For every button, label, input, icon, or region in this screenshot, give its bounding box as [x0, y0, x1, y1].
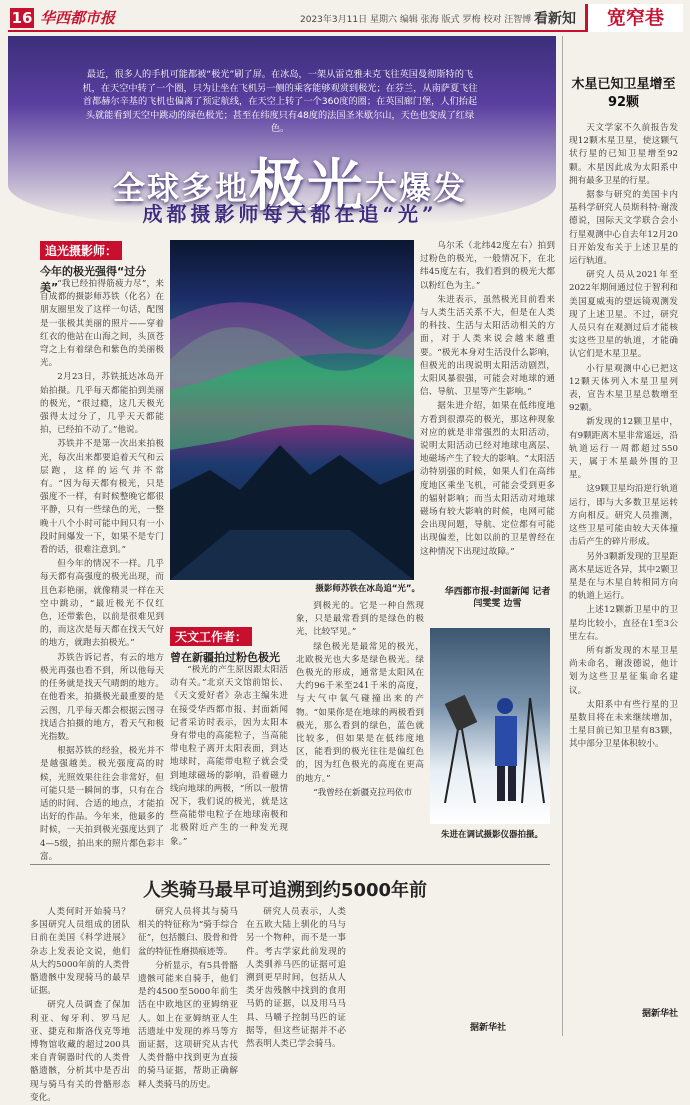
- section1-tag: 追光摄影师：: [40, 241, 122, 260]
- paragraph: 根据苏铁的经验，极光并不是越强越美。极光强度高的时候，光照效果往往会非常好，但可能只是一瞬间的事，只有在合适的时间、合适的地点，才能拍出好的作品。今年来，他最多的时候，一天拍到极光强度达到了4—5级，拍出来的照片都色彩丰富。: [40, 746, 164, 862]
- paragraph: 所有新发现的木星卫星尚未命名，谢泼德说，他计划为这些卫星征集命名建议。: [569, 645, 678, 696]
- paragraph: 上述12颗新卫星中的卫星均比较小，直径在1至3公里左右。: [569, 605, 678, 642]
- column-title: 宽窄巷: [585, 4, 683, 32]
- section1-body: [40, 278, 164, 862]
- sidebar-title: 木星已知卫星增至92颗: [571, 77, 676, 110]
- photographer-illustration: [430, 628, 550, 824]
- paragraph: 据参与研究的美国卡内基科学研究人员斯科特·谢泼德说，国际天文学联合会小行星观测中心自去年12月20日开始发布关于上述卫星的运行轨道。: [569, 190, 678, 267]
- paragraph: 朱进表示，虽然极光目前看来与人类生活关系不大，但是在人类的科技、生活与太阳活动相关的方面，对于人类来说会越来越重要。“极光本身对生活没什么影响，但极光的出现说明太阳活动剧烈，太阳风暴很强，可能会对地球的通信、导航、卫星等产生影响。”: [420, 294, 555, 398]
- paragraph: “我已经拍得筋疲力尽”，来自成都的摄影师苏铁（化名）在朋友圈里发了这样一句话，配图是一张极其美丽的照片——穿着红衣的他站在山海之间，头顶苍穹之上有着绿色和紫色的美丽极光。: [40, 279, 164, 369]
- bottom-col-3: [246, 906, 346, 1050]
- divider: [30, 864, 550, 865]
- designer: 版式 罗梅: [441, 15, 481, 25]
- paragraph: “我曾经在新疆克拉玛依市: [313, 787, 413, 798]
- paragraph: 据朱进介绍，如果在低纬度地方看到很漂亮的极光，那这种现象对应的就是非常强烈的太阳活动，说明太阳活动已经对地球电离层、地磁场产生了较大的影响。“太阳活动特别强的时候，如果人们在高纬度地区乘坐飞机，可能会受到更多的辐射影响；而当太阳活动对地球磁场有较大影响的时候，电网可能会出现问题，导航、定位都有可能出现偏差，比如以前的卫星曾经在这种情况下出现过故障。”: [420, 401, 555, 557]
- paragraph: 研究人员将其与骑马相关的特征称为“骑手综合征”，包括髋臼、股骨和骨盆的特征性磨损痕迹等。: [138, 907, 238, 957]
- paragraph: 苏铁告诉记者，有云的地方极光再强也看不到，所以他每天的任务就是找天气晴朗的地方。在他看来，拍摄极光最重要的是云图，几乎每天都会根据云图寻找适合拍摄的地方，看天气和极光指数。: [40, 652, 164, 742]
- paragraph: 但今年的情况不一样。几乎每天都有高强度的极光出现，而且色彩艳丽，就像精灵一样在天空中跳动，“最近极光不仅红色，还带紫色，以前是很难见到的，而这次是每天都在找天气好的地方，就跑去拍极光。”: [40, 559, 164, 649]
- section-label: 看新知: [534, 11, 576, 27]
- middle-column: [420, 240, 555, 580]
- paragraph: 2月23日，苏铁抵达冰岛开始拍摄。几乎每天都能拍到美丽的极光，“很过瘾，这几天极光强得太过分了，几乎天天都能拍，已经拍不动了。”他说。: [40, 372, 164, 436]
- headline-post: 大爆发: [365, 169, 468, 207]
- section2-body: [170, 664, 288, 847]
- bottom-col-2: [138, 906, 238, 1090]
- photo1-caption: 摄影师苏铁在冰岛追“光”。: [315, 584, 420, 594]
- paragraph: 天文学家不久前报告发现12颗木星卫星，使这颗气状行星的已知卫星增至92颗。木星因此成为太阳系中拥有最多卫星的行星。: [569, 123, 678, 186]
- credit1: 华西都市报-封面新闻 记者 闫雯雯 边雪: [444, 587, 551, 609]
- proofreader: 校对 汪智博: [483, 15, 532, 25]
- section2-heading: [170, 626, 288, 665]
- sidebar-credit: 据新华社: [641, 1009, 678, 1019]
- paragraph: 绿色极光是最常见的极光，北欧极光也大多是绿色极光。绿色极光的形成，通常是太阳风在大约96千米至241千米的高度，与大气中氧气碰撞出来的产物。“如果你是在地球的两极看到极光，那么看到的绿色，蓝色就比较多，但如果是在低纬度地区，能看到的极光往往是偏红色的，因为红色极光的高度在更高的地方。”: [296, 641, 424, 784]
- paragraph: 苏铁并不是第一次出来拍极光，每次出来都要追着天气和云层跑，这样的运气并不常有。“因为每天都有极光，只是强度不一样，有时候整晚它都很平静，只有一些绿色的光，一整晚十八个小时可能中间只有一小段时间爆发一下，如果不是专门看的话，很难注意到。”: [40, 439, 164, 556]
- headline-big: 极光: [249, 154, 365, 219]
- paragraph: “极光的产生原因跟太阳活动有关。”北京天文馆前馆长、《天文爱好者》杂志主编朱进在接受华西都市报、封面新闻记者采访时表示，因为太阳本身有带电的高能粒子，当高能带电粒子离开太阳表面，到达地球时，高能带电粒子就会受到地球磁场的影响，沿着磁力线向地球的两极，“所以一般情况下，我们说的极光，就是这些高能带电粒子在地球南极和北极附近产生的一种发光现象。”: [170, 665, 288, 847]
- photo2-caption: 朱进在调试摄影仪器拍摄。: [440, 830, 543, 840]
- subheadline: 成都摄影师每天都在追“光”: [142, 202, 438, 226]
- paragraph: 太阳系中有些行星的卫星数目将在未来继续增加，土星目前已知卫星有83颗，其中部分卫星体积较小。: [569, 699, 678, 750]
- paragraph: 新发现的12颗卫星中，有9颗距离木星非常遥远，沿轨道运行一周都超过550天，属于木星最外围的卫星。: [569, 417, 678, 481]
- paragraph: 人类何时开始骑马？多国研究人员组成的团队日前在美国《科学进展》杂志上发表论文说，他们从大约5000年前的人类骨骼遗骸中发现骑马的最早证据。: [30, 907, 130, 997]
- sidebar-body: [563, 122, 684, 1002]
- bottom-col-4: [354, 906, 454, 1034]
- date: 2023年3月11日 星期六: [300, 15, 397, 25]
- right-mid-column: [296, 600, 424, 842]
- header-meta: [300, 12, 531, 25]
- newspaper-logo: 华西都市报: [40, 9, 116, 27]
- section2-tag: 天文工作者：: [170, 627, 252, 646]
- paragraph: 另外3颗新发现的卫星距离木星远近各异，其中2颗卫星是在与木星自转相同方向的轨道上运行。: [569, 551, 678, 602]
- bottom-col-1: [30, 906, 130, 1103]
- aurora-illustration: [170, 240, 414, 580]
- section2-sub: 曾在新疆拍过粉色极光: [170, 651, 280, 664]
- section1-sub: 今年的极光强得“过分美”: [40, 265, 147, 294]
- paragraph: 研究人员调查了保加利亚、匈牙利、罗马尼亚、捷克和斯洛伐克等地博物馆收藏的超过200具来自青铜器时代的人类骨骼遗骸，分析其中是否出现与骑马有关的骨骼形态变化。: [30, 1000, 130, 1103]
- headline-pre: 全球多地: [112, 169, 249, 207]
- sidebar: [562, 36, 684, 1036]
- paragraph: 乌尔禾（北纬42度左右）拍到过粉色的极光，一般情况下，在北纬45度左右，我们看到的极光大都以粉红色为主。”: [420, 241, 555, 291]
- page-number: 16: [11, 9, 33, 27]
- bottom-credit: 据新华社: [470, 1023, 507, 1033]
- lead-paragraph: 最近，很多人的手机可能都被“极光”刷了屏。在冰岛，一架从雷克雅未克飞往英国曼彻斯特的飞机，在天空中转了一个圈，只为让坐在飞机另一侧的乘客能够观赏到极光；在芬兰，从南萨夏飞往首都赫尔辛基的飞机也偏离了预定航线，在天空上转了一个360度的圈；在英国廊门堡，人们抬起头就能看到天空中跳动的绿色极光；甚至在纬度只有48度的法国圣米歇尔山，天色也变成了红绿色。: [82, 69, 478, 134]
- editor: 编辑 张海: [399, 15, 439, 25]
- paragraph: 小行星观测中心已把这12颗天体列入木星卫星列表，宣告木星卫星总数增至92颗。: [569, 363, 678, 414]
- paragraph: 到极光的。它是一种自然现象，只是最常看到的是绿色的极光，比较罕见。”: [296, 601, 424, 638]
- paragraph: 分析显示，有5具骨骼遗骸可能来自骑手，他们是约4500至5000年前生活在中欧地区的亚姆纳亚人。如上在亚姆纳亚人生活遗址中发现的养马等方面证据，这项研究从古代人类骨骼中找到更为直接的骑马证据，帮助正确解释人类骑马的历史。: [138, 960, 238, 1090]
- paragraph: 研究人员表示，人类在五欧大陆上驯化的马与另一个物种，而不是一事件。考古学家此前发现的人类驯养马匹的证据可追溯到更早时间，包括从人类牙齿残骸中找到的食用马奶的证据，以及用马马具、马嚼子控制马匹的证据等，但这些证据并不必然表明人类已学会骑马。: [246, 907, 346, 1050]
- paragraph: 研究人员从2021年至2022年期间通过位于智利和美国夏威夷的望远镜观测发现了上述卫星。不过，研究人员只有在观测过后才能核实这些卫星的轨道，才能确认它们是木星卫星。: [569, 270, 678, 360]
- photographer-photo: [430, 628, 550, 824]
- paragraph: 这9颗卫星均沿逆行轨道运行，即与大多数卫星运转方向相反。研究人员推测，这些卫星可能由较大天体撞击后产生的碎片形成。: [569, 484, 678, 548]
- bottom-article-title: 人类骑马最早可追溯到约5000年前: [142, 880, 428, 901]
- aurora-photo: [170, 240, 414, 580]
